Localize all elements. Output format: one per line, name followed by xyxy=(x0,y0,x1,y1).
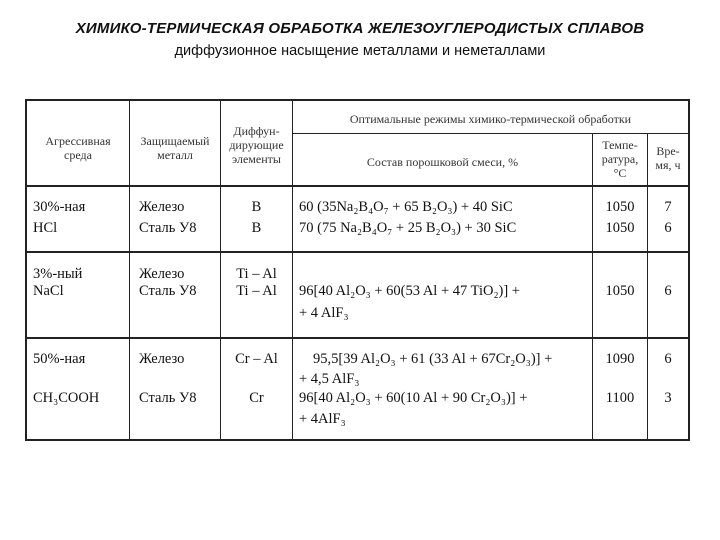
time-g2: 6 xyxy=(664,283,672,299)
header-metal xyxy=(130,135,220,163)
rule-header-bottom xyxy=(27,185,688,187)
header-medium-line1: Агрессивная xyxy=(45,134,111,148)
header-time-line2: мя, ч xyxy=(655,157,681,172)
composition-g1-r1: 60 (35Na₂B₄O₇ + 65 B₂O₃) + 40 SiC xyxy=(299,199,513,215)
medium-nacl-line2: NaCl xyxy=(33,283,64,299)
header-temperature-line3: °C xyxy=(613,165,627,180)
composition-g3-r2-line2: + 4AlF₃ xyxy=(299,411,346,427)
element-g3-r1: Cr – Al xyxy=(235,351,278,367)
element-g3-r2: Cr xyxy=(249,390,264,406)
metal-g3-r2: Сталь У8 xyxy=(139,390,197,406)
metal-g1-r1: Железо xyxy=(139,199,185,215)
header-elements-line2: дирующие xyxy=(229,137,284,152)
header-optimal: Оптимальные режимы химико-термической обработки xyxy=(349,112,632,126)
header-temperature-line2: ратура, xyxy=(601,151,639,166)
element-g1-r2: B xyxy=(251,220,262,236)
header-elements xyxy=(221,125,292,166)
header-time xyxy=(648,145,688,173)
time-g1-r2: 6 xyxy=(664,220,672,236)
medium-hcl-line2: HCl xyxy=(33,220,58,236)
header-metal-line2: металл xyxy=(157,147,193,162)
rule-group-2 xyxy=(27,337,688,339)
medium-acetic-line1: 50%-ная xyxy=(33,351,86,367)
header-powder: Состав порошковой смеси, % xyxy=(366,155,519,169)
rule-optimal-header xyxy=(292,133,688,134)
header-medium xyxy=(27,135,129,163)
medium-nacl-line1: 3%-ный xyxy=(33,266,83,282)
page-subtitle: диффузионное насыщение металлами и неметаллами xyxy=(174,43,546,59)
rule-group-1 xyxy=(27,251,688,253)
composition-g3-r1-line1: 95,5[39 Al₂O₃ + 61 (33 Al + 67Cr₂O₃)] + xyxy=(313,351,553,367)
time-g3-r1: 6 xyxy=(664,351,672,367)
header-elements-line1: Диффун- xyxy=(233,124,280,138)
metal-g3-r1: Железо xyxy=(139,351,185,367)
element-g2-r2: Ti – Al xyxy=(236,283,277,299)
temperature-g1-r2: 1050 xyxy=(605,220,635,236)
temperature-g3-r2: 1100 xyxy=(605,390,635,406)
composition-g3-r2-line1: 96[40 Al₂O₃ + 60(10 Al + 90 Cr₂O₃)] + xyxy=(299,390,528,406)
element-g1-r1: B xyxy=(251,199,262,215)
medium-hcl-line1: 30%-ная xyxy=(33,199,86,215)
header-temperature xyxy=(593,139,647,180)
composition-g1-r2: 70 (75 Na₂B₄O₇ + 25 B₂O₃) + 30 SiC xyxy=(299,220,517,236)
header-temperature-line1: Темпе- xyxy=(602,138,638,152)
time-g1-r1: 7 xyxy=(664,199,672,215)
temperature-g2: 1050 xyxy=(605,283,635,299)
metal-g1-r2: Сталь У8 xyxy=(139,220,197,236)
header-elements-line3: элементы xyxy=(232,151,281,166)
medium-acetic-line2: CH₃COOH xyxy=(33,390,100,406)
metal-g2-r1: Железо xyxy=(139,266,185,282)
page-title: ХИМИКО-ТЕРМИЧЕСКАЯ ОБРАБОТКА ЖЕЛЕЗОУГЛЕРОДИСТЫХ СПЛАВОВ xyxy=(75,20,645,37)
composition-g3-r1-line2: + 4,5 AlF₃ xyxy=(299,371,360,387)
treatment-table xyxy=(25,99,690,441)
header-time-line1: Вре- xyxy=(656,144,680,158)
time-g3-r2: 3 xyxy=(664,390,672,406)
element-g2-r1: Ti – Al xyxy=(236,266,277,282)
header-metal-line1: Защищаемый xyxy=(140,134,210,148)
temperature-g3-r1: 1090 xyxy=(605,351,635,367)
composition-g2-line2: + 4 AlF₃ xyxy=(299,305,349,321)
temperature-g1-r1: 1050 xyxy=(605,199,635,215)
header-medium-line2: среда xyxy=(64,147,92,162)
composition-g2-line1: 96[40 Al₂O₃ + 60(53 Al + 47 TiO₂)] + xyxy=(299,283,520,299)
metal-g2-r2: Сталь У8 xyxy=(139,283,197,299)
col-rule-3 xyxy=(292,101,293,439)
